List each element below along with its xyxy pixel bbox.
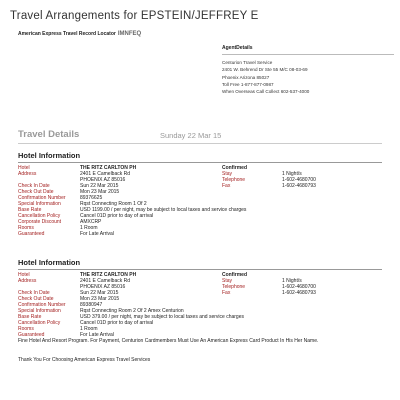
agent-details <box>222 45 394 95</box>
address-line1: 2401 E Camelback Rd <box>80 278 131 284</box>
corporate-discount-value: AMXCRP <box>80 219 102 225</box>
confirmation-label: Confirmation Number <box>18 302 66 308</box>
guaranteed-row <box>18 231 382 237</box>
fax-label: Fax <box>222 183 231 189</box>
fax-value: 1-602-4680793 <box>282 290 316 296</box>
agent-line: Phoenix Arizona 85027 <box>222 74 270 80</box>
address-label: Address <box>18 171 37 177</box>
travel-details-heading: Travel Details <box>18 129 80 140</box>
checkin-value: Sun 22 Mar 2015 <box>80 290 119 296</box>
address-line2: PHOENIX AZ 85016 <box>80 177 126 183</box>
special-info-value: Rqst Connecting Room 2 Of 2 Amex Centurion <box>80 308 184 314</box>
hotel-name: THE RITZ CARLTON PH <box>80 272 137 278</box>
special-info-label: Special Information <box>18 308 61 314</box>
stay-value: 1 Night/s <box>282 278 302 284</box>
booking-status: Confirmed <box>222 165 247 171</box>
base-rate-label: Base Rate <box>18 314 42 320</box>
confirmation-value: 89380947 <box>80 302 103 308</box>
agent-line: 2401 W. Behrend Dr Ste 55 M/C 08-03-69 <box>222 67 308 73</box>
special-info-label: Special Information <box>18 201 61 207</box>
guaranteed-value: For Late Arrival <box>80 332 114 338</box>
divider <box>18 269 382 270</box>
agent-line: Toll Free 1-877-877-0987 <box>222 81 274 87</box>
base-rate-value: USD 1199.00 / per night, may be subject to local taxes and service charges <box>80 207 247 213</box>
fax-value: 1-602-4680793 <box>282 183 316 189</box>
stay-label: Stay <box>222 278 233 284</box>
fax-label: Fax <box>222 290 231 296</box>
record-locator-code: IMNFEQ <box>117 31 142 37</box>
rooms-label: Rooms <box>18 225 34 231</box>
address-label: Address <box>18 278 37 284</box>
hotel-name: THE RITZ CARLTON PH <box>80 165 137 171</box>
record-locator-label: American Express Travel Record Locator <box>18 31 116 37</box>
hotel-label: Hotel <box>18 165 30 171</box>
cancellation-value: Cancel 01D prior to day of arrival <box>80 320 154 326</box>
agent-line: When Overseas Call Collect 602-537-4000 <box>222 89 310 95</box>
cancellation-label: Cancellation Policy <box>18 320 61 326</box>
booking-status: Confirmed <box>222 272 247 278</box>
checkin-label: Check In Date <box>18 183 50 189</box>
rooms-label: Rooms <box>18 326 34 332</box>
agent-details-lines <box>222 59 394 95</box>
address-line1: 2401 E Camelback Rd <box>80 171 131 177</box>
telephone-value: 1-602-4680700 <box>282 284 316 290</box>
guaranteed-label: Guaranteed <box>18 231 45 237</box>
cancellation-value: Cancel 01D prior to day of arrival <box>80 213 154 219</box>
telephone-label: Telephone <box>222 284 246 290</box>
divider <box>18 143 382 144</box>
hotel-section-heading: Hotel Information <box>18 151 81 160</box>
special-info-value: Rqst Connecting Room 1 Of 2 <box>80 201 147 207</box>
checkout-value: Mon 23 Mar 2015 <box>80 296 120 302</box>
confirmation-label: Confirmation Number <box>18 195 66 201</box>
checkin-value: Sun 22 Mar 2015 <box>80 183 119 189</box>
divider <box>18 162 382 163</box>
hotel-label: Hotel <box>18 272 30 278</box>
corporate-discount-label: Corporate Discount <box>18 219 62 225</box>
telephone-label: Telephone <box>222 177 246 183</box>
guaranteed-label: Guaranteed <box>18 332 45 338</box>
checkout-value: Mon 23 Mar 2015 <box>80 189 120 195</box>
base-rate-label: Base Rate <box>18 207 42 213</box>
cancellation-label: Cancellation Policy <box>18 213 61 219</box>
hotel-section-heading: Hotel Information <box>18 258 81 267</box>
program-note: Fine Hotel And Resort Program. For Payment, Centurion Cardmembers Must Use An American Express Card Product In His Her Name. <box>18 338 319 344</box>
checkin-label: Check In Date <box>18 290 50 296</box>
agent-line: Centurion Travel Service <box>222 60 273 65</box>
agent-details-heading: AgentDetails <box>222 45 394 55</box>
checkout-label: Check Out Date <box>18 189 54 195</box>
stay-label: Stay <box>222 171 233 177</box>
guaranteed-value: For Late Arrival <box>80 231 114 237</box>
record-locator-line <box>18 31 141 37</box>
telephone-value: 1-602-4680700 <box>282 177 316 183</box>
checkout-label: Check Out Date <box>18 296 54 302</box>
page-title: Travel Arrangements for EPSTEIN/JEFFREY E <box>10 10 259 22</box>
address-line2: PHOENIX AZ 85016 <box>80 284 126 290</box>
travel-date: Sunday 22 Mar 15 <box>160 131 222 140</box>
stay-value: 1 Night/s <box>282 171 302 177</box>
base-rate-value: USD 379.00 / per night, may be subject to local taxes and service charges <box>80 314 244 320</box>
rooms-value: 1 Room <box>80 326 98 332</box>
confirmation-value: 89376625 <box>80 195 103 201</box>
rooms-value: 1 Room <box>80 225 98 231</box>
thank-you-note: Thank You For Choosing American Express Travel Services <box>18 357 151 363</box>
